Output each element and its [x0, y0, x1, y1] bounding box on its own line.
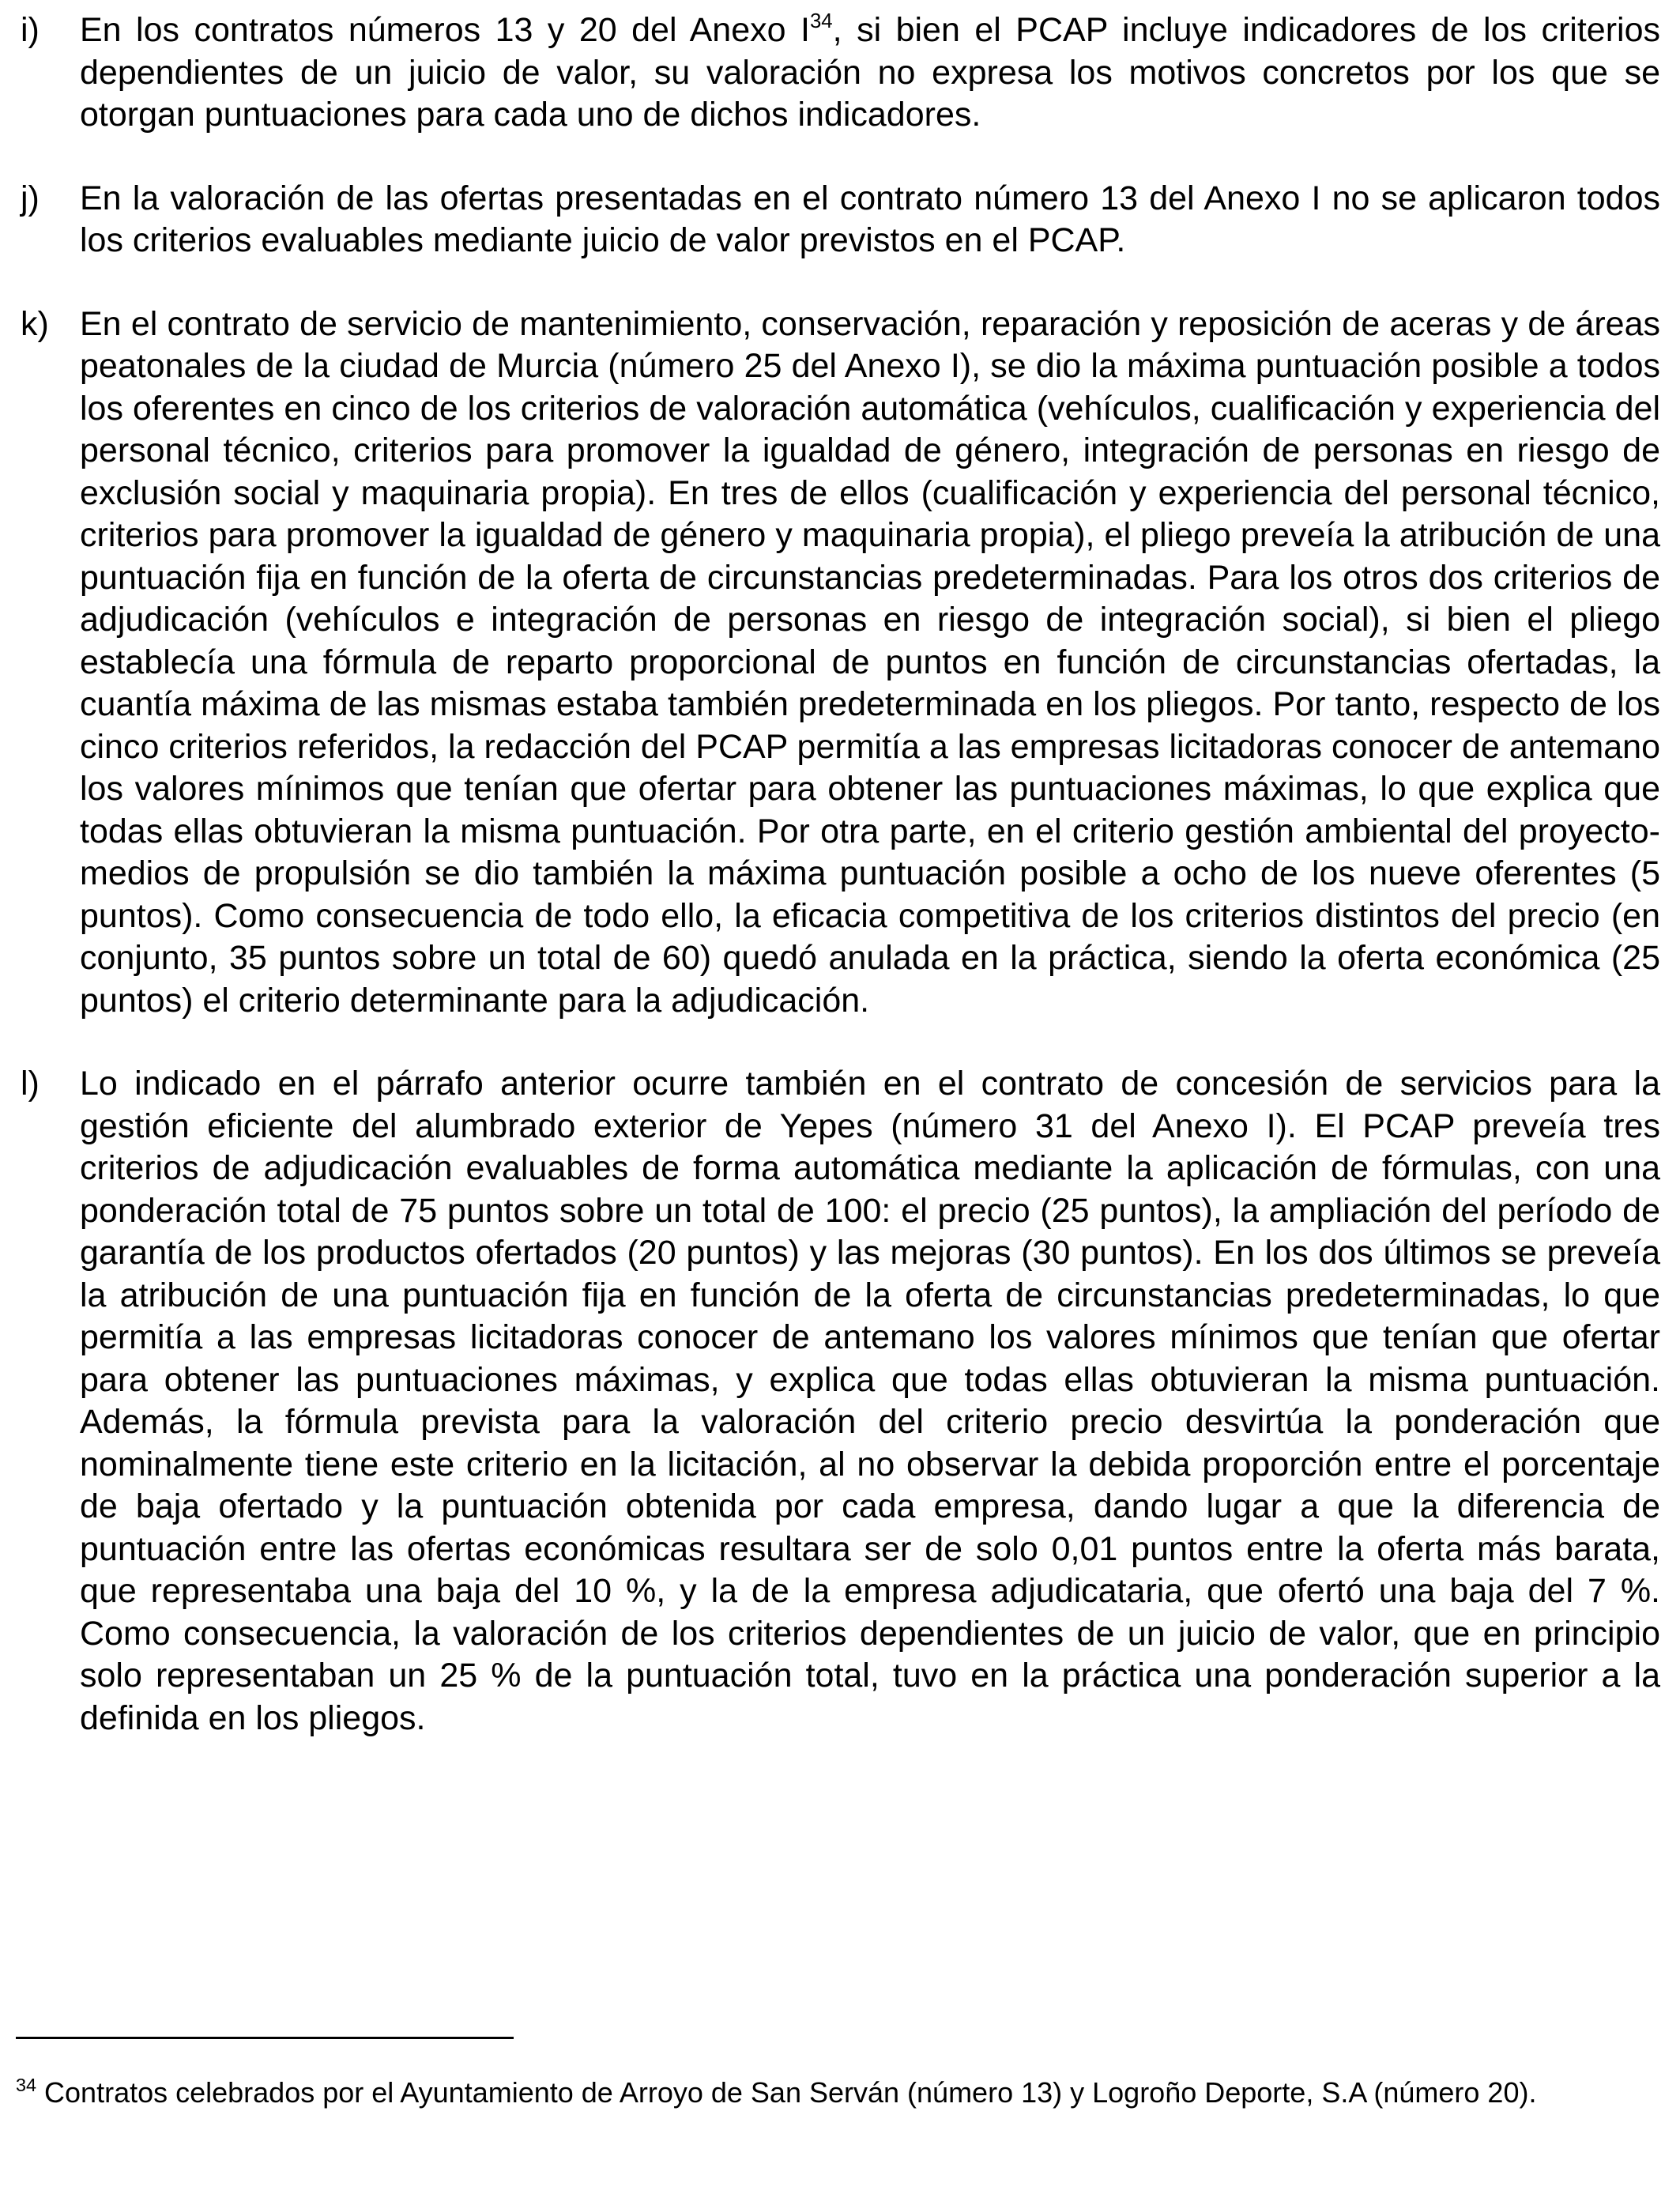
list-marker: j): [21, 179, 40, 217]
footnote-reference[interactable]: 34: [809, 10, 833, 33]
document-body: [21, 9, 1660, 1781]
text-segment: , si bien el PCAP incluye indicadores de los criterios dependientes de un juicio de valor, su valoración no expresa los motivos concretos por los que se otorgan puntuaciones para cada uno de dichos indicadores.: [80, 11, 1660, 134]
list-item-l: [21, 1063, 1660, 1740]
list-item-j: [21, 178, 1660, 262]
footnote: [16, 2075, 1667, 2110]
list-marker: k): [21, 304, 49, 343]
footnote-text: Contratos celebrados por el Ayuntamiento de Arroyo de San Serván (número 13) y Logroño Deporte, S.A (número 20).: [36, 2076, 1537, 2109]
list-item-text: Lo indicado en el párrafo anterior ocurre también en el contrato de concesión de servicios para la gestión eficiente del alumbrado exterior de Yepes (número 31 del Anexo I). El PCAP preveía tres criterios de adjudicación evaluables de forma automática mediante la aplicación de fórmulas, con una ponderación total de 75 puntos sobre un total de 100: el precio (25 puntos), la ampliación del período de garantía de los productos ofertados (20 puntos) y las mejoras (30 puntos). En los dos últimos se preveía la atribución de una puntuación fija en función de la oferta de circunstancias predeterminadas, lo que permitía a las empresas licitadoras conocer de antemano los valores mínimos que tenían que ofertar para obtener las puntuaciones máximas, y explica que todas ellas obtuvieran la misma puntuación. Además, la fórmula prevista para la valoración del criterio precio desvirtúa la ponderación que nominalmente tiene este criterio en la licitación, al no observar la debida proporción entre el porcentaje de baja ofertado y la puntuación obtenida por cada empresa, dando lugar a que la diferencia de puntuación entre las ofertas económicas resultara ser de solo 0,01 puntos entre la oferta más barata, que representaba una baja del 10 %, y la de la empresa adjudicataria, que ofertó una baja del 7 %. Como consecuencia, la valoración de los criterios dependientes de un juicio de valor, que en principio solo representaban un 25 % de la puntuación total, tuvo en la práctica una ponderación superior a la definida en los pliegos.: [80, 1065, 1660, 1737]
footnote-separator: [16, 2037, 514, 2039]
list-item-k: [21, 303, 1660, 1023]
list-item-text: [80, 9, 1660, 137]
list-item-text: En la valoración de las ofertas presentadas en el contrato número 13 del Anexo I no se aplicaron todos los criterios evaluables mediante juicio de valor previstos en el PCAP.: [80, 179, 1660, 259]
list-marker: i): [21, 11, 40, 49]
text-segment: En los contratos números 13 y 20 del Anexo I: [80, 11, 810, 49]
list-item-i: [21, 9, 1660, 137]
footnote-number: 34: [16, 2074, 37, 2095]
list-item-text: En el contrato de servicio de mantenimiento, conservación, reparación y reposición de aceras y de áreas peatonales de la ciudad de Murcia (número 25 del Anexo I), se dio la máxima puntuación posible a todos los oferentes en cinco de los criterios de valoración automática (vehículos, cualificación y experiencia del personal técnico, criterios para promover la igualdad de género, integración de personas en riesgo de exclusión social y maquinaria propia). En tres de ellos (cualificación y experiencia del personal técnico, criterios para promover la igualdad de género y maquinaria propia), el pliego preveía la atribución de una puntuación fija en función de la oferta de circunstancias predeterminadas. Para los otros dos criterios de adjudicación (vehículos e integración de personas en riesgo de integración social), si bien el pliego establecía una fórmula de reparto proporcional de puntos en función de circunstancias ofertadas, la cuantía máxima de las mismas estaba también predeterminada en los pliegos. Por tanto, respecto de los cinco criterios referidos, la redacción del PCAP permitía a las empresas licitadoras conocer de antemano los valores mínimos que tenían que ofertar para obtener las puntuaciones máximas, lo que explica que todas ellas obtuvieran la misma puntuación. Por otra parte, en el criterio gestión ambiental del proyecto-medios de propulsión se dio también la máxima puntuación posible a ocho de los nueve oferentes (5 puntos). Como consecuencia de todo ello, la eficacia competitiva de los criterios distintos del precio (en conjunto, 35 puntos sobre un total de 60) quedó anulada en la práctica, siendo la oferta económica (25 puntos) el criterio determinante para la adjudicación.: [80, 304, 1660, 1020]
list-marker: l): [21, 1065, 40, 1103]
